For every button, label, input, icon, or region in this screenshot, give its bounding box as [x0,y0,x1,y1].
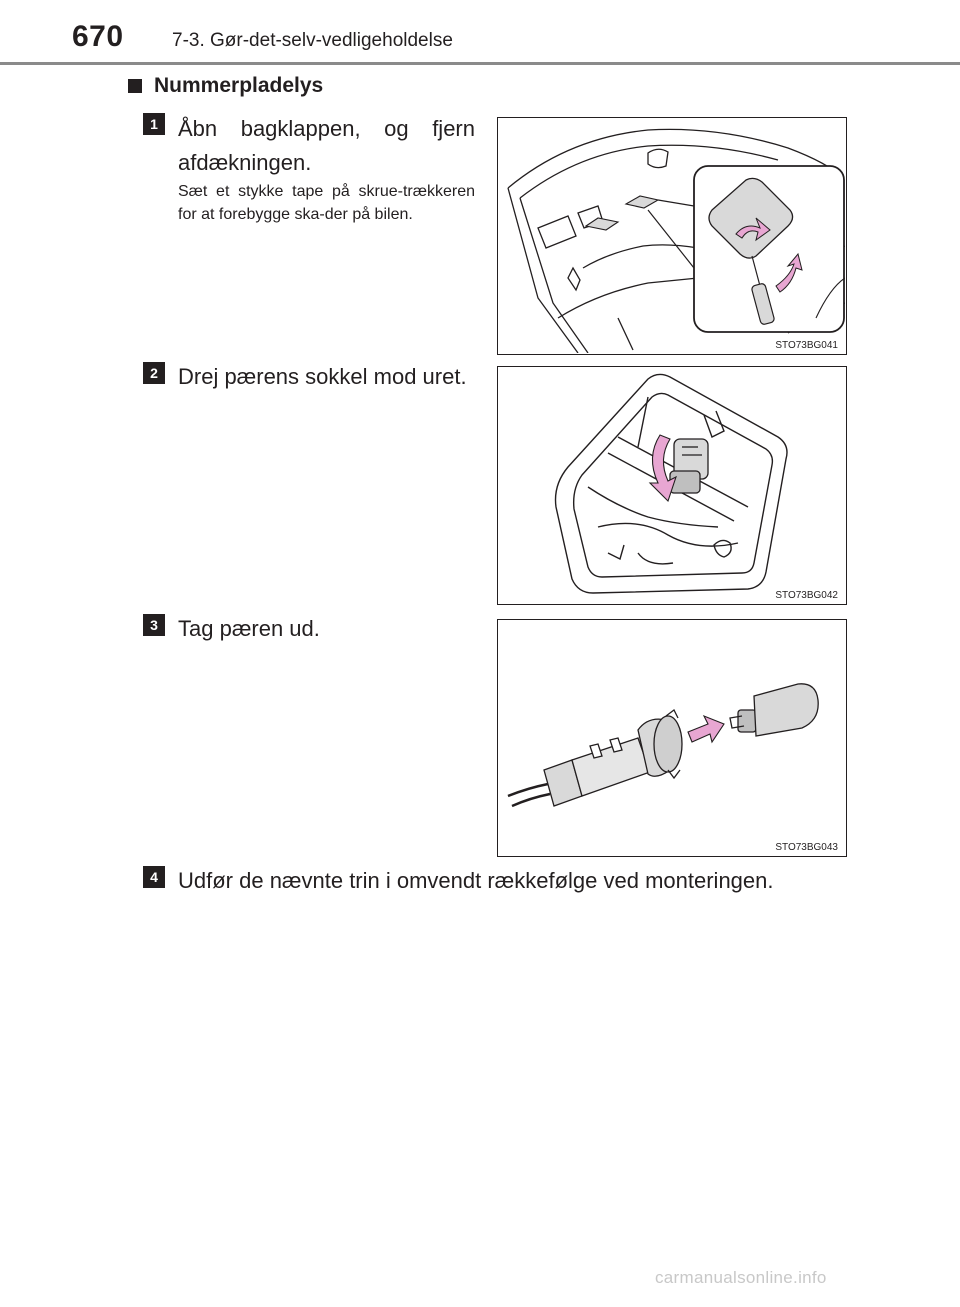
figure-code: STO73BG041 [775,340,838,351]
tailgate-cover-illustration [498,118,845,353]
step-1-badge: 1 [143,113,165,135]
figure-code: STO73BG042 [775,590,838,601]
step-3-badge: 3 [143,614,165,636]
figure-step-3 [497,619,847,857]
watermark: carmanualsonline.info [655,1268,827,1287]
figure-code: STO73BG043 [775,842,838,853]
bulb-removal-illustration [498,620,845,855]
bulb-socket-illustration [498,367,845,603]
step-2-text: Drej pærens sokkel mod uret. [178,364,467,389]
step-4-badge: 4 [143,866,165,888]
section-heading [128,74,323,98]
heading-text: Nummerpladelys [154,74,324,97]
step-2-badge: 2 [143,362,165,384]
step-1-text: Åbn bagklappen, og fjern afdækningen. [178,116,475,175]
square-bullet-icon [128,79,142,93]
section-title: 7-3. Gør-det-selv-vedligeholdelse [172,30,453,51]
page-number: 670 [72,20,124,53]
step-4-text: Udfør de nævnte trin i omvendt rækkefølge ved monteringen. [178,868,774,893]
figure-step-2 [497,366,847,605]
figure-step-1 [497,117,847,355]
page-header [0,0,960,70]
step-3-text: Tag pæren ud. [178,616,320,641]
header-divider [0,62,960,65]
step-1-note: Sæt et stykke tape på skrue-trækkeren for at forebygge ska-der på bilen. [178,183,475,223]
